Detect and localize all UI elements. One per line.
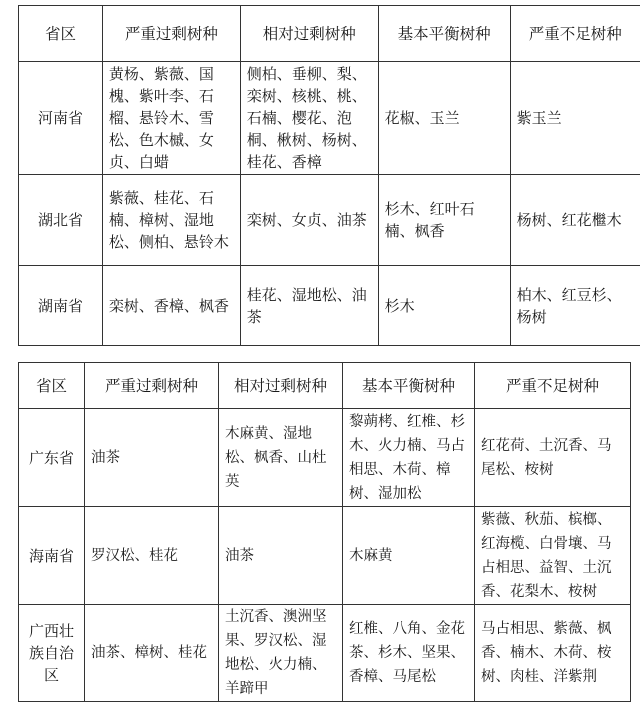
header-relative-surplus: 相对过剩树种 (219, 363, 343, 409)
table-header-row (19, 363, 631, 409)
relative-surplus-cell: 木麻黄、湿地松、枫香、山杜英 (219, 409, 343, 507)
severe-surplus-cell: 紫薇、桂花、石楠、樟树、湿地松、侧柏、悬铃木 (102, 175, 240, 266)
severe-shortage-cell: 马占相思、紫薇、枫香、楠木、木荷、桉树、肉桂、洋紫荆 (475, 605, 631, 702)
province-cell: 河南省 (19, 62, 103, 175)
table-row (19, 605, 631, 702)
severe-shortage-cell: 杨树、红花檵木 (510, 175, 640, 266)
header-province: 省区 (19, 363, 85, 409)
balanced-cell: 杉木 (378, 266, 510, 346)
table-row (19, 409, 631, 507)
relative-surplus-cell: 侧柏、垂柳、梨、栾树、核桃、桃、石楠、樱花、泡桐、楸树、杨树、桂花、香樟 (240, 62, 378, 175)
severe-surplus-cell: 栾树、香樟、枫香 (102, 266, 240, 346)
severe-surplus-cell: 罗汉松、桂花 (85, 507, 219, 605)
relative-surplus-cell: 油茶 (219, 507, 343, 605)
table-row (19, 175, 640, 266)
severe-shortage-cell: 柏木、红豆杉、杨树 (510, 266, 640, 346)
severe-shortage-cell: 紫玉兰 (510, 62, 640, 175)
header-province: 省区 (19, 6, 103, 62)
balanced-cell: 杉木、红叶石楠、枫香 (378, 175, 510, 266)
relative-surplus-cell: 栾树、女贞、油茶 (240, 175, 378, 266)
header-severe-surplus: 严重过剩树种 (85, 363, 219, 409)
header-severe-shortage: 严重不足树种 (475, 363, 631, 409)
province-cell: 广东省 (19, 409, 85, 507)
table-row (19, 507, 631, 605)
balanced-cell: 红椎、八角、金花茶、杉木、坚果、香樟、马尾松 (343, 605, 475, 702)
province-cell: 湖北省 (19, 175, 103, 266)
relative-surplus-cell: 土沉香、澳洲坚果、罗汉松、湿地松、火力楠、羊蹄甲 (219, 605, 343, 702)
severe-shortage-cell: 紫薇、秋茄、槟榔、红海榄、白骨壤、马占相思、益智、土沉香、花梨木、桉树 (475, 507, 631, 605)
relative-surplus-cell: 桂花、湿地松、油茶 (240, 266, 378, 346)
table-south (18, 362, 631, 702)
balanced-cell: 木麻黄 (343, 507, 475, 605)
province-cell: 湖南省 (19, 266, 103, 346)
table-header-row (19, 6, 640, 62)
table-row (19, 266, 640, 346)
header-balanced: 基本平衡树种 (378, 6, 510, 62)
table-northcentral (18, 5, 640, 346)
header-relative-surplus: 相对过剩树种 (240, 6, 378, 62)
header-severe-surplus: 严重过剩树种 (102, 6, 240, 62)
header-severe-shortage: 严重不足树种 (510, 6, 640, 62)
severe-surplus-cell: 油茶 (85, 409, 219, 507)
balanced-cell: 花椒、玉兰 (378, 62, 510, 175)
severe-shortage-cell: 红花荷、土沉香、马尾松、桉树 (475, 409, 631, 507)
severe-surplus-cell: 油茶、樟树、桂花 (85, 605, 219, 702)
balanced-cell: 黎蒴栲、红椎、杉木、火力楠、马占相思、木荷、樟树、湿加松 (343, 409, 475, 507)
header-balanced: 基本平衡树种 (343, 363, 475, 409)
severe-surplus-cell: 黄杨、紫薇、国槐、紫叶李、石榴、悬铃木、雪松、色木槭、女贞、白蜡 (102, 62, 240, 175)
table-row (19, 62, 640, 175)
province-cell: 广西壮族自治区 (19, 605, 85, 702)
province-cell: 海南省 (19, 507, 85, 605)
